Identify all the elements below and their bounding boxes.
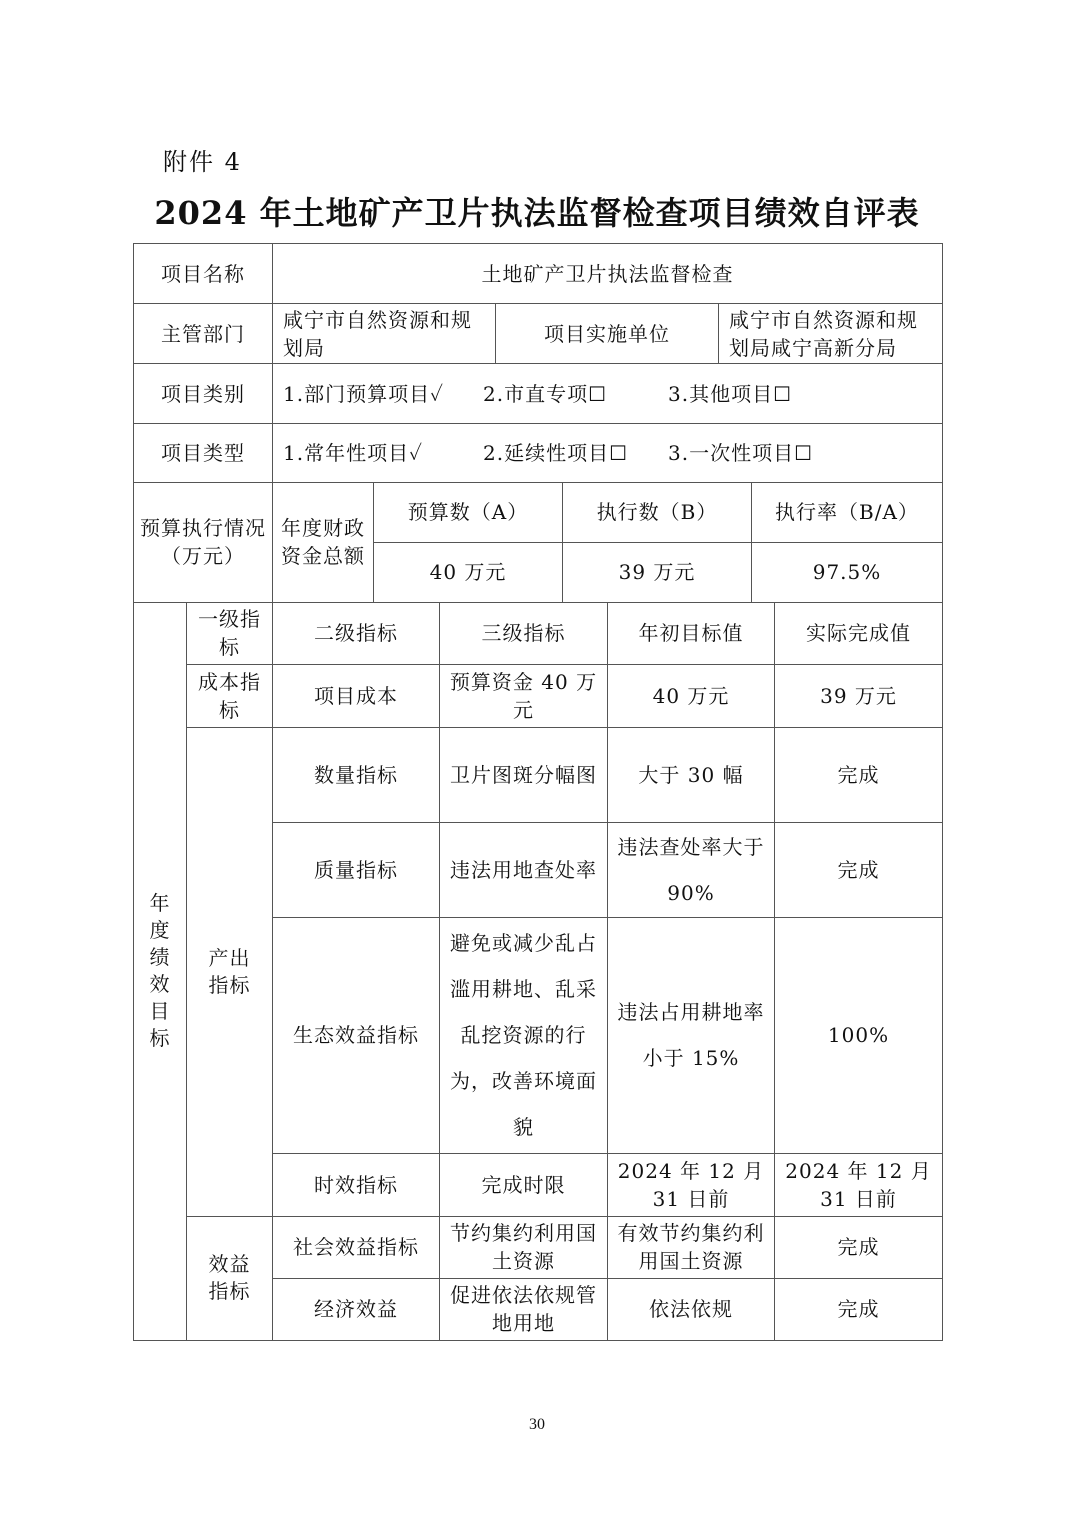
- project-info-table: [133, 243, 943, 483]
- type-option: 1.常年性项目✓: [283, 441, 423, 465]
- category-label: 项目类别: [134, 364, 273, 424]
- perf-header-level2: 二级指标: [273, 602, 440, 664]
- output-target: 违法占用耕地率小于 15%: [608, 917, 775, 1153]
- category-option: 2.市直专项☐: [483, 381, 608, 406]
- cost-actual: 39 万元: [775, 664, 943, 727]
- output-level1: 产出指标: [187, 727, 273, 1216]
- category-options: [273, 364, 943, 424]
- budget-col-a: 预算数（A）: [374, 482, 563, 542]
- budget-label: 预算执行情况（万元）: [134, 482, 273, 602]
- perf-header-level3: 三级指标: [440, 602, 608, 664]
- perf-side-label: 年度绩效目标: [134, 602, 187, 1340]
- output-level3: 避免或减少乱占滥用耕地、乱采乱挖资源的行为，改善环境面貌: [440, 917, 608, 1153]
- benefit-level3: 促进依法依规管地用地: [440, 1278, 608, 1340]
- performance-table: [133, 602, 943, 1341]
- row-type: [134, 424, 943, 483]
- perf-header-target: 年初目标值: [608, 602, 775, 664]
- output-level3: 违法用地查处率: [440, 822, 608, 917]
- output-level2: 数量指标: [273, 727, 440, 822]
- benefit-target: 有效节约集约利用国土资源: [608, 1216, 775, 1278]
- output-level2: 时效指标: [273, 1153, 440, 1216]
- budget-b-value: 39 万元: [563, 542, 752, 602]
- output-level2: 质量指标: [273, 822, 440, 917]
- benefit-actual: 完成: [775, 1278, 943, 1340]
- output-actual: 完成: [775, 822, 943, 917]
- dept-label: 主管部门: [134, 304, 273, 364]
- output-target: 违法查处率大于 90%: [608, 822, 775, 917]
- table-row: [134, 1216, 943, 1278]
- row-department: [134, 304, 943, 364]
- output-actual: 2024 年 12 月 31 日前: [775, 1153, 943, 1216]
- fund-total-label: 年度财政资金总额: [273, 482, 374, 602]
- output-level3: 卫片图斑分幅图: [440, 727, 608, 822]
- budget-col-b: 执行数（B）: [563, 482, 752, 542]
- perf-header-row: [134, 602, 943, 664]
- budget-rate-value: 97.5%: [752, 542, 943, 602]
- output-target: 2024 年 12 月 31 日前: [608, 1153, 775, 1216]
- budget-header-row: [134, 482, 943, 542]
- table-row: [134, 664, 943, 727]
- benefit-level2: 经济效益: [273, 1278, 440, 1340]
- impl-value: 咸宁市自然资源和规划局咸宁高新分局: [719, 304, 943, 364]
- page-number: 30: [529, 1416, 545, 1433]
- perf-header-level1: 一级指标: [187, 602, 273, 664]
- project-name-label: 项目名称: [134, 244, 273, 304]
- type-options: [273, 424, 943, 483]
- perf-header-actual: 实际完成值: [775, 602, 943, 664]
- benefit-level2: 社会效益指标: [273, 1216, 440, 1278]
- cost-target: 40 万元: [608, 664, 775, 727]
- benefit-target: 依法依规: [608, 1278, 775, 1340]
- output-target: 大于 30 幅: [608, 727, 775, 822]
- cost-level2: 项目成本: [273, 664, 440, 727]
- page-title: 2024 年土地矿产卫片执法监督检查项目绩效自评表: [154, 194, 920, 232]
- budget-table: [133, 482, 943, 603]
- cost-level1: 成本指标: [187, 664, 273, 727]
- output-level3: 完成时限: [440, 1153, 608, 1216]
- output-level2: 生态效益指标: [273, 917, 440, 1153]
- benefit-level3: 节约集约利用国土资源: [440, 1216, 608, 1278]
- output-actual: 完成: [775, 727, 943, 822]
- project-name-value: 土地矿产卫片执法监督检查: [273, 244, 943, 304]
- type-option: 3.一次性项目☐: [668, 441, 814, 465]
- dept-value: 咸宁市自然资源和规划局: [273, 304, 496, 364]
- benefit-actual: 完成: [775, 1216, 943, 1278]
- impl-label: 项目实施单位: [496, 304, 719, 364]
- budget-col-rate: 执行率（B/A）: [752, 482, 943, 542]
- category-option: 3.其他项目☐: [668, 381, 793, 406]
- type-option: 2.延续性项目☐: [483, 441, 629, 465]
- type-label: 项目类型: [134, 424, 273, 483]
- table-row: [134, 727, 943, 822]
- attachment-label: 附件 4: [163, 148, 242, 176]
- row-category: [134, 364, 943, 424]
- category-option: 1.部门预算项目✓: [283, 381, 444, 406]
- cost-level3: 预算资金 40 万元: [440, 664, 608, 727]
- output-actual: 100%: [775, 917, 943, 1153]
- benefit-level1: 效益指标: [187, 1216, 273, 1340]
- budget-a-value: 40 万元: [374, 542, 563, 602]
- row-project-name: [134, 244, 943, 304]
